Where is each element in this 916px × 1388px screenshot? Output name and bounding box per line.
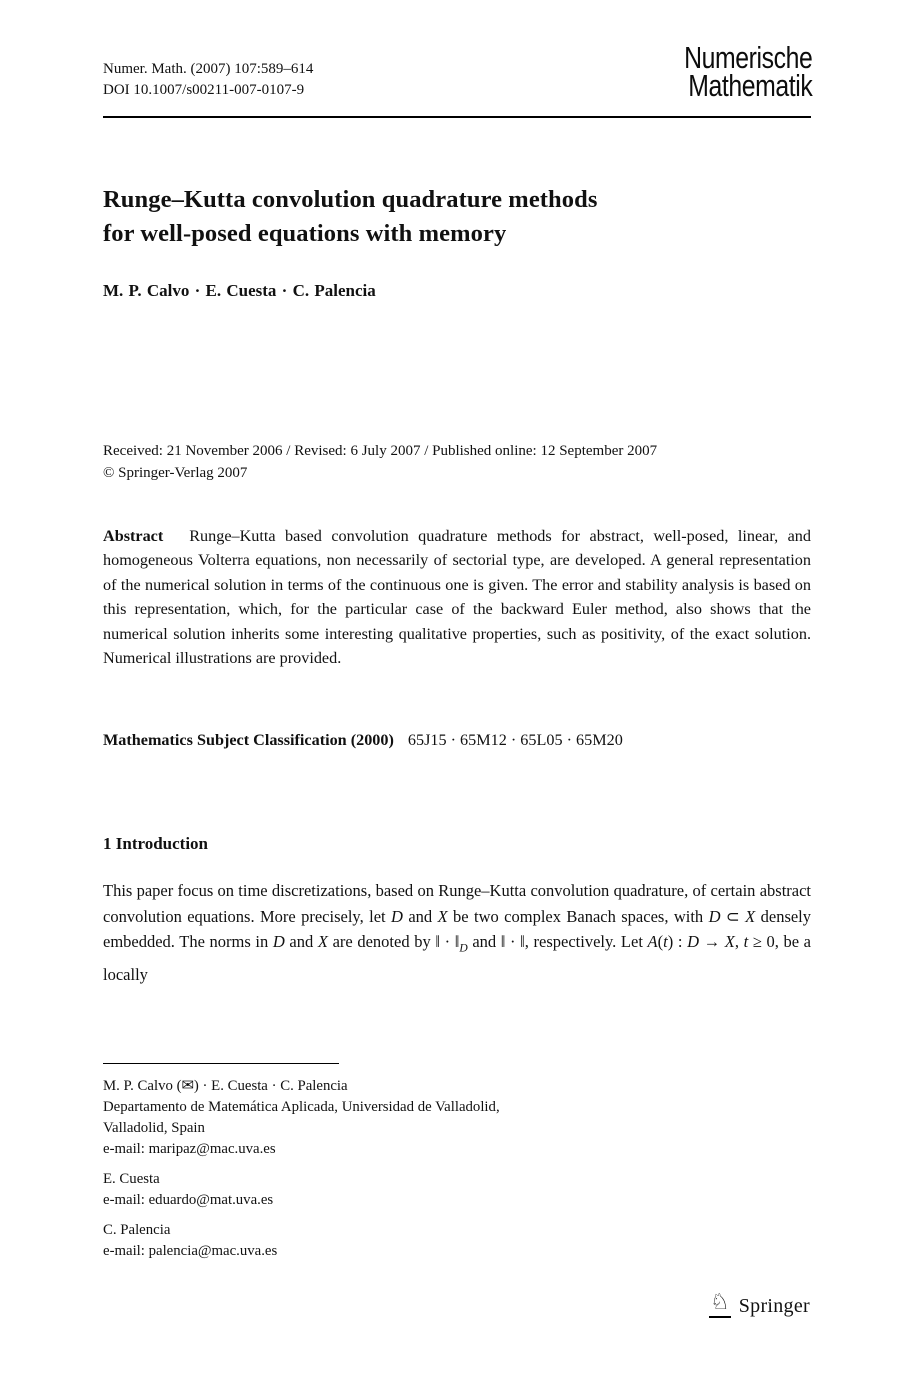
msc-label: Mathematics Subject Classification (2000) (103, 731, 394, 749)
footnote-rule (103, 1063, 339, 1064)
header-rule (103, 116, 811, 118)
paper-title-line2: for well-posed equations with memory (103, 220, 507, 247)
journal-logo (683, 40, 812, 103)
footnote-email-calvo: e-mail: maripaz@mac.uva.es (103, 1141, 276, 1157)
paper-title (103, 183, 598, 251)
publisher-logo (709, 1291, 810, 1318)
section-heading-introduction: 1 Introduction (103, 834, 209, 853)
footnote-affiliation-line2: Valladolid, Spain (103, 1120, 205, 1136)
publisher-name: Springer (738, 1295, 810, 1317)
copyright-line: © Springer-Verlag 2007 (103, 465, 248, 481)
paper-title-line1: Runge–Kutta convolution quadrature methods (103, 186, 598, 213)
abstract-label: Abstract (103, 527, 164, 545)
footnote-block-palencia (103, 1220, 811, 1262)
footnote-block-cuesta (103, 1169, 811, 1211)
msc-codes: 65J15 · 65M12 · 65L05 · 65M20 (407, 731, 623, 749)
footnote-email-cuesta: e-mail: eduardo@mat.uva.es (103, 1192, 274, 1208)
journal-logo-line2: Mathematik (687, 67, 812, 103)
citation-line: Numer. Math. (2007) 107:589–614 (103, 61, 314, 77)
doi-line: DOI 10.1007/s00211-007-0107-9 (103, 82, 305, 98)
author-line: M. P. Calvo · E. Cuesta · C. Palencia (103, 281, 376, 300)
history-dates: Received: 21 November 2006 / Revised: 6 July 2007 / Published online: 12 September 2007 (103, 443, 658, 459)
footnote-block-corresponding (103, 1076, 811, 1160)
journal-logo-line1: Numerische (683, 40, 812, 75)
footnote-author-palencia: C. Palencia (103, 1222, 171, 1238)
springer-knight-icon: ♘ (709, 1291, 731, 1318)
abstract-paragraph (103, 524, 811, 670)
journal-citation-block (103, 59, 313, 101)
footnotes (103, 1076, 811, 1271)
footnote-contact-line: M. P. Calvo (✉) · E. Cuesta · C. Palencia (103, 1078, 348, 1094)
footnote-author-cuesta: E. Cuesta (103, 1171, 160, 1187)
footnote-affiliation-line1: Departamento de Matemática Aplicada, Universidad de Valladolid, (103, 1099, 500, 1115)
footnote-email-palencia: e-mail: palencia@mac.uva.es (103, 1243, 278, 1259)
msc-line (103, 731, 811, 750)
abstract-text: Runge–Kutta based convolution quadrature methods for abstract, well-posed, linear, and homogeneous Volterra equations, non necessarily of sectorial type, are developed. A general representation of the numerical solution in terms of the continuous one is given. The error and stability analysis is based on this representation, which, for the particular case of the backward Euler method, also shows that the numerical solution inherits some interesting qualitative properties, such as positivity, of the exact solution. Numerical illustrations are provided. (103, 527, 811, 668)
publication-history (103, 440, 811, 484)
introduction-paragraph: This paper focus on time discretizations, based on Runge–Kutta convolution quadrature, of certain abstract convolution equations. More precisely, let D and X be two complex Banach spaces, with D ⊂ X densely embedded. The norms in D and X are denoted by ‖ · $‖_D$ and ‖ · ‖, respectively. Let A(t) : D → X, t ≥ 0, be a locally (103, 881, 812, 985)
